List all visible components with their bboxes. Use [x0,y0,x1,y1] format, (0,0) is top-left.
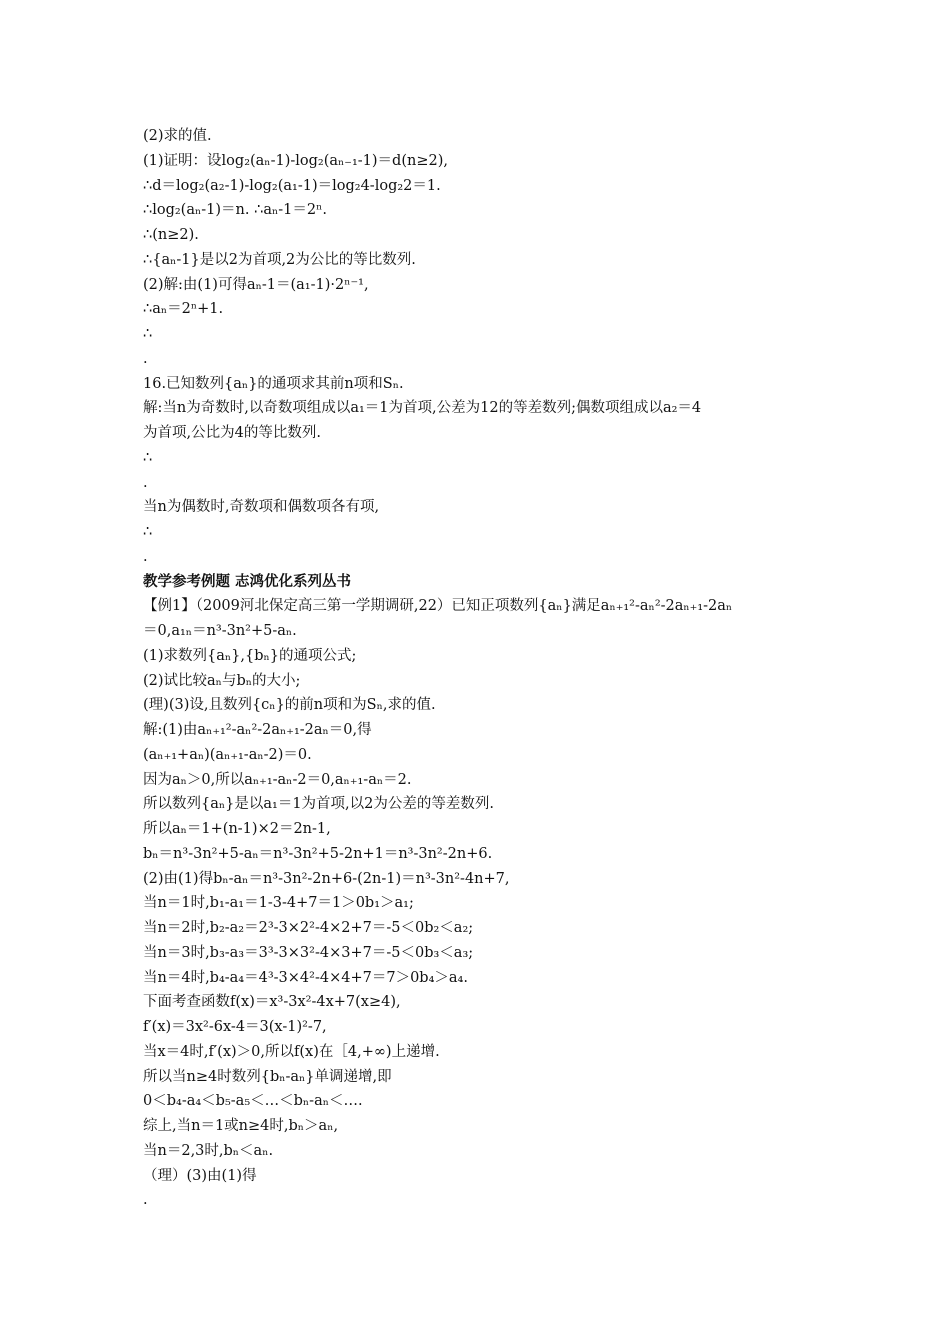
text-line: 当n＝2,3时,bₙ＜aₙ. [143,1142,274,1159]
text-line: ∴log₂(aₙ-1)＝n. ∴aₙ-1＝2ⁿ. [143,202,327,219]
text-line: ∴ [143,449,153,466]
text-line: ∴ [143,524,153,540]
text-line: 解:当n为奇数时,以奇数项组成以a₁＝1为首项,公差为12的等差数列;偶数项组成以a₂＝4 [143,400,702,417]
text-line: . [143,548,148,565]
text-line: ∴d＝log₂(a₂-1)-log₂(a₁-1)＝log₂4-log₂2＝1. [143,177,441,194]
text-line: (2)求的值. [143,128,212,144]
text-line: 当x＝4时,f′(x)＞0,所以f(x)在［4,+∞)上递增. [143,1043,440,1060]
text-line: ∴ [143,326,153,342]
text-line: 为首项,公比为4的等比数列. [143,425,321,441]
text-line: (1)证明：设log₂(aₙ-1)-log₂(aₙ₋₁-1)＝d(n≥2), [143,152,448,169]
problem-16-title: 16.已知数列{aₙ}的通项求其前n项和Sₙ. [143,375,404,392]
text-line: bₙ＝n³-3n²+5-aₙ＝n³-3n²+5-2n+1＝n³-3n²-2n+6. [143,845,493,862]
text-line: f′(x)＝3x²-6x-4＝3(x-1)²-7, [143,1019,327,1035]
text-line: 当n＝1时,b₁-a₁＝1-3-4+7＝1＞0b₁＞a₁; [143,895,414,912]
text-line: 综上,当n＝1或n≥4时,bₙ＞aₙ, [143,1118,339,1134]
text-line: (理)(3)设,且数列{cₙ}的前n项和为Sₙ,求的值. [143,697,436,714]
document-body [143,124,823,1213]
text-line: 当n＝3时,b₃-a₃＝3³-3×3²-4×3+7＝-5＜0b₃＜a₃; [143,944,474,961]
section-heading: 教学参考例题 志鸿优化系列丛书 [143,572,352,590]
text-line: . [143,1192,148,1209]
text-line: 所以数列{aₙ}是以a₁＝1为首项,以2为公差的等差数列. [143,796,494,813]
text-line: (2)解:由(1)可得aₙ-1＝(a₁-1)·2ⁿ⁻¹, [143,276,369,293]
text-line: ∴(n≥2). [143,227,199,243]
text-line: 所以aₙ＝1+(n-1)×2＝2n-1, [143,821,331,837]
text-line: 解:(1)由aₙ₊₁²-aₙ²-2aₙ₊₁-2aₙ＝0,得 [143,722,372,738]
text-line: (2)试比较aₙ与bₙ的大小; [143,672,301,689]
text-line: (2)由(1)得bₙ-aₙ＝n³-3n²-2n+6-(2n-1)＝n³-3n²-4n+7, [143,870,510,887]
example-1-title: 【例1】（2009河北保定高三第一学期调研,22）已知正项数列{aₙ}满足aₙ₊₁²-aₙ²-2aₙ₊₁-2aₙ [143,598,733,615]
text-line: 当n为偶数时,奇数项和偶数项各有项, [143,499,380,516]
text-line: ＝0,a₁ₙ＝n³-3n²+5-aₙ. [143,623,297,639]
text-line: . [143,350,148,367]
text-line: 当n＝2时,b₂-a₂＝2³-3×2²-4×2+7＝-5＜0b₂＜a₂; [143,920,474,936]
text-line: (aₙ₊₁+aₙ)(aₙ₊₁-aₙ-2)＝0. [143,746,312,763]
text-line: . [143,474,148,491]
text-line: 因为aₙ＞0,所以aₙ₊₁-aₙ-2＝0,aₙ₊₁-aₙ＝2. [143,771,412,788]
text-line: 当n＝4时,b₄-a₄＝4³-3×4²-4×4+7＝7＞0b₄＞a₄. [143,969,468,986]
text-line: ∴aₙ＝2ⁿ+1. [143,301,224,318]
text-line: 0＜b₄-a₄＜b₅-a₅＜…＜bₙ-aₙ＜…. [143,1093,363,1110]
text-line: 下面考查函数f(x)＝x³-3x²-4x+7(x≥4), [143,994,401,1011]
text-line: (1)求数列{aₙ},{bₙ}的通项公式; [143,647,357,664]
text-line: （理）(3)由(1)得 [143,1167,257,1184]
text-line: 所以当n≥4时数列{bₙ-aₙ}单调递增,即 [143,1068,392,1085]
text-line: ∴{aₙ-1}是以2为首项,2为公比的等比数列. [143,251,416,268]
